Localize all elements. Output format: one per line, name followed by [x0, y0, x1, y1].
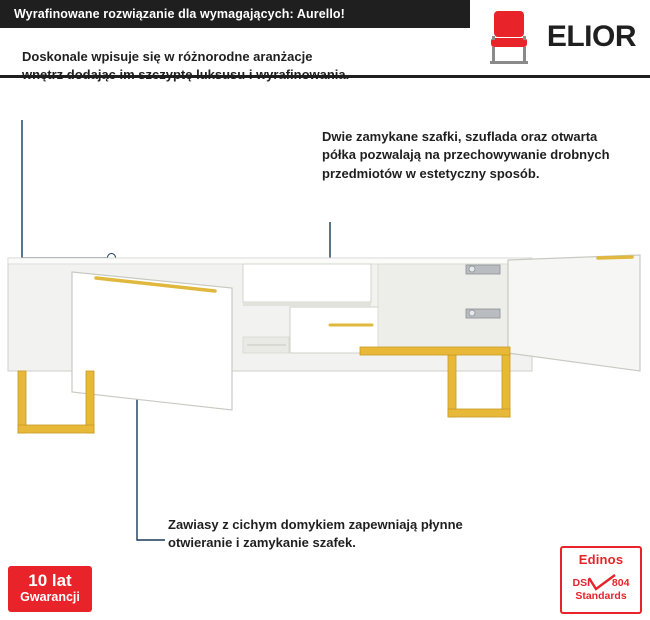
right-door-handle — [598, 257, 632, 258]
warranty-badge — [8, 566, 92, 612]
warranty-years: 10 lat — [28, 571, 72, 590]
certificate-dsi: DSI — [572, 577, 591, 589]
certificate-brand: Edinos — [578, 552, 624, 567]
certificate-number: 804 — [611, 577, 630, 589]
right-cabinet-door-open — [508, 255, 640, 371]
callout-bottom-text: Zawiasy z cichym domykiem zapewniają płynne otwieranie i zamykanie szafek. — [168, 517, 463, 551]
callout-left-text: Doskonale wpisuje się w różnorodne aranżacje wnętrz dodając im szczyptę luksusu i wyrafinowania. — [22, 49, 350, 83]
brand-name: ELIOR — [546, 20, 636, 53]
certificate-standards: Standards — [575, 590, 627, 602]
callout-right-text: Dwie zamykane szafki, szuflada oraz otwarta półka pozwalają na przechowywanie drobnych przedmiotów w estetyczny sposób. — [322, 129, 610, 181]
certificate-badge — [560, 546, 642, 614]
warranty-label: Gwarancji — [20, 590, 80, 604]
page-title: Wyrafinowane rozwiązanie dla wymagających: Aurello! — [0, 0, 470, 28]
product-illustration — [0, 225, 650, 495]
left-cabinet-door-open — [72, 272, 232, 410]
certificate-code — [562, 577, 640, 589]
